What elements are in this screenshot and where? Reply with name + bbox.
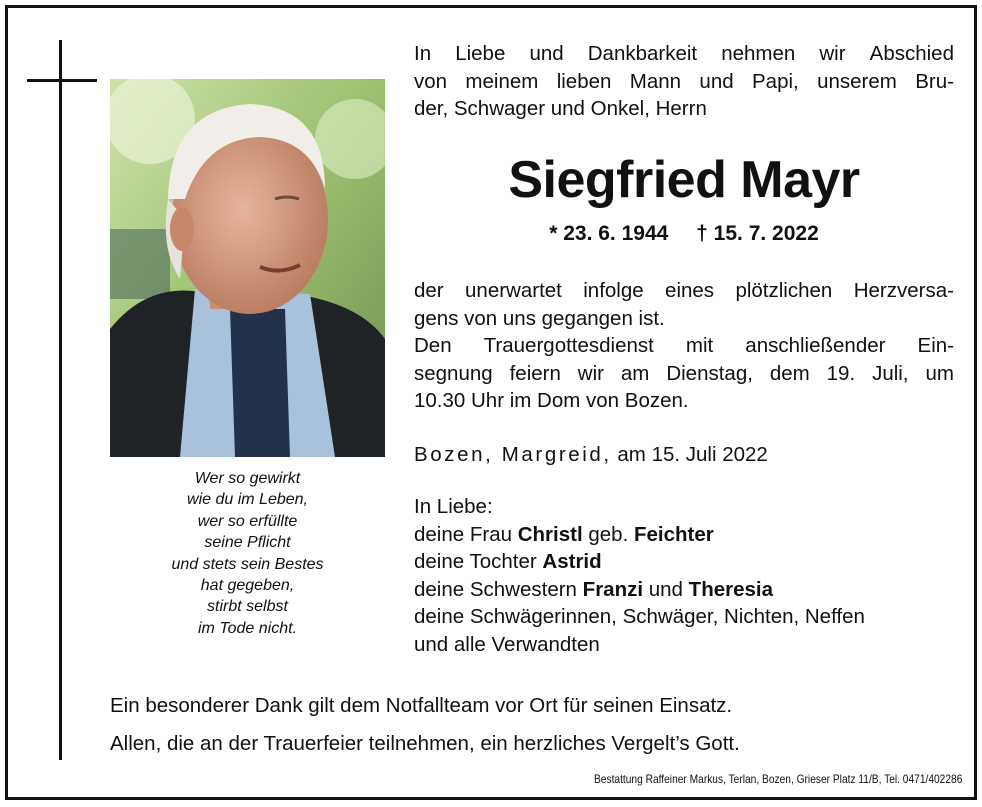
funeral-home-footer: Bestattung Raffeiner Markus, Terlan, Bozen, Grieser Platz 11/B, Tel. 0471/402286 <box>593 772 962 786</box>
body-line: gens von uns gegangen ist. <box>414 306 665 330</box>
word: segnung <box>414 361 493 385</box>
word: plötzlichen <box>735 279 833 302</box>
family-text: und <box>648 577 683 601</box>
poem-line: im Tode nicht. <box>197 619 297 637</box>
deceased-name: Siegfried Mayr <box>508 151 860 209</box>
word: meinem <box>465 69 539 93</box>
family-name: Theresia <box>688 577 773 601</box>
places: Bozen, Margreid, <box>414 443 612 466</box>
intro-line: der, Schwager und Onkel, Herrn <box>414 97 707 121</box>
thanks-line: Ein besonderer Dank gilt dem Notfallteam vor Ort für seinen Einsatz. <box>110 694 733 717</box>
word: der <box>414 279 444 302</box>
death-date: † 15. 7. 2022 <box>696 222 819 245</box>
family-line <box>414 548 954 576</box>
word: Dankbarkeit <box>587 42 698 65</box>
family-name: Feichter <box>633 522 714 546</box>
word: Bru- <box>915 69 954 93</box>
word: Juli, <box>872 361 909 385</box>
word: Papi, <box>752 69 799 93</box>
body-line <box>414 360 954 388</box>
family-name: Christl <box>517 522 583 546</box>
word: infolge <box>583 279 644 302</box>
family-list <box>414 493 954 659</box>
word: Dienstag, <box>666 361 753 385</box>
intro-line <box>414 40 954 68</box>
cross-icon-horizontal <box>27 79 97 82</box>
family-text: deine Schwestern <box>414 577 577 601</box>
word: Mann <box>629 69 682 93</box>
poem-verse <box>140 468 355 639</box>
word: von <box>414 69 448 93</box>
date: am 15. Juli 2022 <box>617 443 768 466</box>
family-text: geb. <box>588 522 629 546</box>
word: nehmen <box>721 42 796 65</box>
word: Den <box>414 334 452 358</box>
word: unserem <box>817 69 897 93</box>
word: lieben <box>556 69 612 93</box>
family-line <box>414 521 954 549</box>
word: Herzversa- <box>853 279 954 302</box>
poem-line: wer so erfüllte <box>197 512 298 530</box>
family-text: deine Tochter <box>414 550 537 574</box>
thanks-line: Allen, die an der Trauerfeier teilnehmen, ein herzliches Vergelt’s Gott. <box>110 732 740 755</box>
poem-line: hat gegeben, <box>200 577 295 595</box>
word: am <box>620 361 650 385</box>
poem-line: Wer so gewirkt <box>194 470 301 487</box>
word: und <box>529 42 564 65</box>
word: dem <box>769 361 810 385</box>
word: Abschied <box>869 42 954 65</box>
family-line: deine Schwägerinnen, Schwäger, Nichten, Neffen <box>414 605 865 629</box>
intro-text <box>414 40 954 123</box>
word: mit <box>685 334 714 358</box>
word: Trauergottesdienst <box>483 334 654 358</box>
cross-icon-vertical <box>59 40 62 760</box>
birth-date: * 23. 6. 1944 <box>549 222 669 245</box>
poem-line: und stets sein Bestes <box>171 555 324 573</box>
word: und <box>699 69 734 93</box>
body-line: 10.30 Uhr im Dom von Bozen. <box>414 389 689 413</box>
intro-line <box>414 68 954 96</box>
word: feiern <box>509 361 561 385</box>
portrait-photo <box>110 79 385 457</box>
word: um <box>925 361 954 385</box>
poem-line: wie du im Leben, <box>187 491 308 509</box>
body-line <box>414 277 954 305</box>
place-date <box>414 443 768 467</box>
family-heading: In Liebe: <box>414 495 493 518</box>
word: 19. <box>826 361 856 385</box>
word: wir <box>577 361 604 385</box>
family-name: Franzi <box>582 577 644 601</box>
word: wir <box>819 42 846 65</box>
word: eines <box>665 279 715 302</box>
word: unerwartet <box>465 279 562 302</box>
word: anschließender <box>745 334 886 358</box>
life-dates <box>414 222 954 246</box>
word: Ein- <box>917 334 954 358</box>
family-line: und alle Verwandten <box>414 632 600 656</box>
body-text <box>414 277 954 415</box>
body-line <box>414 332 954 360</box>
family-name: Astrid <box>542 550 602 574</box>
poem-line: seine Pflicht <box>204 534 291 552</box>
family-line <box>414 576 954 604</box>
poem-line: stirbt selbst <box>207 598 288 616</box>
word: Liebe <box>455 42 506 65</box>
thanks-text <box>110 687 740 763</box>
family-text: deine Frau <box>414 522 513 546</box>
word: In <box>414 42 432 65</box>
